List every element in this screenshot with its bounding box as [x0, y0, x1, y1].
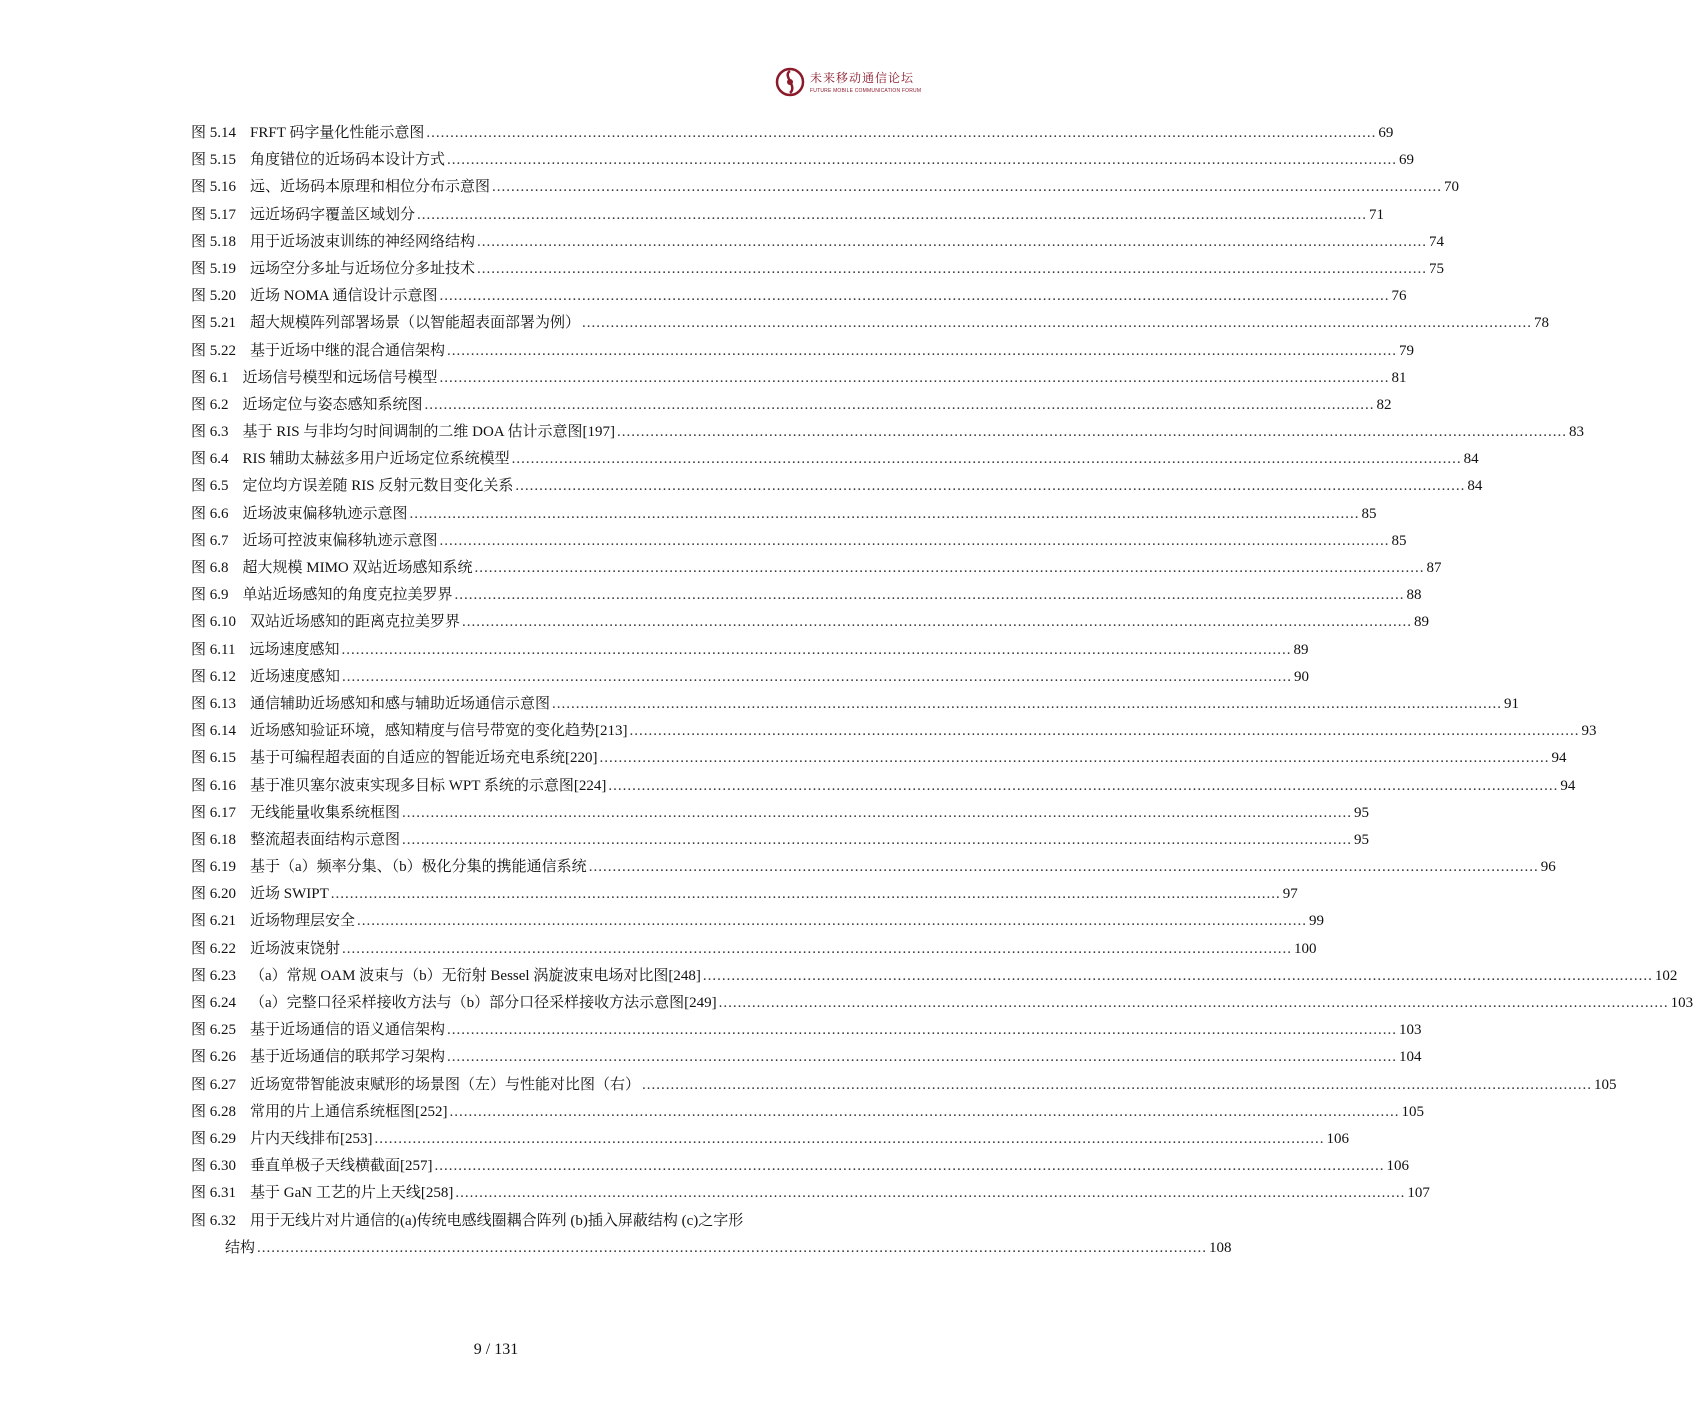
figure-number: 图 6.28 [191, 1103, 237, 1120]
page-ref: 95 [1354, 831, 1370, 848]
toc-entry[interactable] [191, 1208, 843, 1235]
figure-title-continued: 结构 [225, 1239, 256, 1256]
figure-number: 图 6.19 [191, 859, 237, 876]
figure-title: 角度错位的近场码本设计方式 [250, 152, 446, 169]
figure-number: 图 5.16 [191, 179, 237, 196]
dot-leader [582, 310, 1532, 337]
dot-leader [410, 501, 1360, 528]
dot-leader [455, 1180, 1405, 1207]
figure-number: 图 6.25 [191, 1022, 237, 1039]
logo-chinese-name: 未来移动通信论坛 [810, 71, 915, 85]
figure-number: 图 6.17 [191, 804, 237, 821]
toc-entry[interactable] [191, 473, 1483, 500]
dot-leader [257, 1235, 1207, 1262]
dot-leader [425, 392, 1375, 419]
toc-entry-continuation[interactable] [191, 1235, 1232, 1262]
dot-leader [477, 229, 1427, 256]
toc-entry[interactable] [191, 310, 1550, 337]
figure-title: 用于无线片对片通信的(a)传统电感线圈耦合阵列 (b)插入屏蔽结构 (c)之字形 [250, 1212, 744, 1229]
page-ref: 85 [1361, 505, 1377, 522]
figure-number: 图 6.5 [191, 478, 229, 495]
figure-number: 图 6.12 [191, 668, 237, 685]
figure-number: 图 6.29 [191, 1130, 237, 1147]
page-ref: 71 [1369, 206, 1385, 223]
dot-leader [447, 1017, 1397, 1044]
figure-title: 垂直单极子天线横截面[257] [250, 1158, 433, 1175]
figure-title: 片内天线排布[253] [250, 1130, 373, 1147]
dot-leader [450, 1099, 1400, 1126]
toc-entry[interactable] [191, 745, 1567, 772]
page-ref: 107 [1407, 1185, 1430, 1202]
figure-number: 图 6.18 [191, 831, 237, 848]
figure-title: 近场波束偏移轨迹示意图 [242, 505, 408, 522]
figure-title: 定位均方误差随 RIS 反射元数目变化关系 [242, 478, 514, 495]
dot-leader [477, 256, 1427, 283]
figure-number: 图 6.13 [191, 695, 237, 712]
figure-number: 图 6.31 [191, 1185, 237, 1202]
toc-entry[interactable] [191, 147, 1415, 174]
figure-title: （a）常规 OAM 波束与（b）无衍射 Bessel 涡旋波束电场对比图[248] [250, 967, 701, 984]
toc-entry[interactable] [191, 800, 1370, 827]
figure-title: 近场 NOMA 通信设计示意图 [250, 288, 438, 305]
dot-leader [447, 147, 1397, 174]
figure-number: 图 6.9 [191, 587, 229, 604]
table-of-figures [191, 120, 1693, 1262]
figure-title: 基于 GaN 工艺的片上天线[258] [250, 1185, 454, 1202]
page-ref: 89 [1293, 641, 1309, 658]
figure-number: 图 6.27 [191, 1076, 237, 1093]
toc-entry[interactable] [191, 691, 1520, 718]
figure-number: 图 6.4 [191, 451, 229, 468]
figure-number: 图 6.7 [191, 532, 229, 549]
figure-number: 图 6.30 [191, 1158, 237, 1175]
page-ref: 91 [1504, 695, 1520, 712]
figure-title: 基于 RIS 与非均匀时间调制的二维 DOA 估计示意图[197] [242, 424, 616, 441]
figure-title: 远场空分多址与近场位分多址技术 [250, 260, 476, 277]
page-ref: 90 [1294, 668, 1310, 685]
page-ref: 96 [1540, 859, 1556, 876]
figure-number: 图 6.8 [191, 560, 229, 576]
toc-entry[interactable] [191, 446, 1479, 473]
page-ref: 69 [1399, 152, 1415, 169]
page-ref: 84 [1467, 478, 1483, 495]
figure-number: 图 5.17 [191, 206, 237, 223]
dot-leader [342, 936, 1292, 963]
page-ref: 108 [1209, 1239, 1232, 1256]
figure-number: 图 6.16 [191, 777, 237, 794]
dot-leader [440, 528, 1390, 555]
figure-title: 单站近场感知的角度克拉美罗界 [242, 587, 453, 604]
dot-leader [440, 365, 1390, 392]
figure-title: 近场波束饶射 [250, 940, 341, 957]
figure-title: 通信辅助近场感知和感与辅助近场通信示意图 [250, 695, 551, 712]
page-ref: 84 [1463, 451, 1479, 468]
toc-entry[interactable] [191, 637, 1309, 664]
figure-title: 近场速度感知 [250, 668, 341, 685]
page-ref: 75 [1429, 260, 1445, 277]
toc-entry[interactable] [191, 609, 1430, 636]
dot-leader [492, 174, 1442, 201]
figure-title: 基于（a）频率分集、（b）极化分集的携能通信系统 [250, 859, 587, 876]
dot-leader [600, 745, 1550, 772]
dot-leader [512, 446, 1462, 473]
toc-entry[interactable] [191, 392, 1392, 419]
dot-leader [642, 1072, 1592, 1099]
toc-entry[interactable] [191, 990, 1693, 1017]
forum-logo-icon [774, 66, 806, 98]
page-ref: 78 [1534, 315, 1550, 332]
toc-entry[interactable] [191, 1099, 1425, 1126]
toc-entry[interactable] [191, 582, 1422, 609]
toc-entry[interactable] [191, 365, 1407, 392]
page-ref: 99 [1309, 913, 1325, 930]
page-ref: 79 [1399, 342, 1415, 359]
figure-title: 近场信号模型和远场信号模型 [242, 369, 438, 386]
dot-leader [719, 990, 1669, 1017]
figure-number: 图 6.22 [191, 940, 237, 957]
toc-entry[interactable] [191, 419, 1585, 446]
figure-title: 超大规模阵列部署场景（以智能超表面部署为例） [250, 315, 581, 332]
toc-entry[interactable] [191, 1126, 1350, 1153]
dot-leader [608, 773, 1558, 800]
figure-number: 图 6.3 [191, 424, 229, 441]
dot-leader [515, 473, 1465, 500]
toc-entry[interactable] [191, 963, 1678, 990]
toc-entry[interactable] [191, 773, 1576, 800]
toc-entry[interactable] [191, 202, 1385, 229]
dot-leader [447, 338, 1397, 365]
figure-title: 远近场码字覆盖区域划分 [250, 206, 416, 223]
page-ref: 69 [1378, 125, 1394, 141]
page-ref: 89 [1414, 614, 1430, 631]
page-ref: 106 [1326, 1130, 1350, 1147]
figure-title: 近场宽带智能波束赋形的场景图（左）与性能对比图（右） [250, 1076, 641, 1093]
figure-number: 图 6.14 [191, 723, 237, 740]
dot-leader [589, 854, 1539, 881]
figure-number: 图 6.11 [191, 641, 236, 658]
figure-title: 近场感知验证环境，感知精度与信号带宽的变化趋势[213] [250, 723, 628, 740]
figure-title: 近场 SWIPT [250, 886, 329, 903]
figure-title: 常用的片上通信系统框图[252] [250, 1103, 448, 1120]
figure-number: 图 5.14 [191, 125, 237, 141]
toc-entry[interactable] [191, 283, 1407, 310]
dot-leader [417, 202, 1367, 229]
toc-entry[interactable] [191, 936, 1317, 963]
page-ref: 100 [1294, 940, 1317, 957]
dot-leader [455, 582, 1405, 609]
toc-entry[interactable] [191, 501, 1377, 528]
toc-entry[interactable] [191, 827, 1370, 854]
figure-title: （a）完整口径采样接收方法与（b）部分口径采样接收方法示意图[249] [250, 995, 717, 1011]
page-ref: 88 [1406, 587, 1422, 604]
page-ref: 70 [1444, 179, 1460, 196]
figure-number: 图 6.6 [191, 505, 229, 522]
toc-entry[interactable] [191, 1044, 1422, 1071]
figure-number: 图 6.15 [191, 750, 237, 767]
page-ref: 106 [1386, 1158, 1410, 1175]
figure-title: 远、近场码本原理和相位分布示意图 [250, 179, 491, 196]
figure-number: 图 6.24 [191, 995, 237, 1011]
toc-entry[interactable] [191, 528, 1407, 555]
figure-number: 图 6.23 [191, 967, 237, 984]
figure-title: 整流超表面结构示意图 [250, 831, 401, 848]
figure-title: 超大规模 MIMO 双站近场感知系统 [242, 560, 473, 576]
page-ref: 74 [1429, 233, 1445, 250]
page-ref: 95 [1354, 804, 1370, 821]
figure-title: 基于近场中继的混合通信架构 [250, 342, 446, 359]
page-ref: 103 [1399, 1022, 1422, 1039]
figure-title: 近场定位与姿态感知系统图 [242, 396, 423, 413]
dot-leader [402, 800, 1352, 827]
figure-title: RIS 辅助太赫兹多用户近场定位系统模型 [242, 451, 510, 468]
figure-title: 近场可控波束偏移轨迹示意图 [242, 532, 438, 549]
page-ref: 94 [1551, 750, 1567, 767]
figure-title: 基于近场通信的语义通信架构 [250, 1022, 446, 1039]
dot-leader [630, 718, 1580, 745]
page-ref: 105 [1401, 1103, 1425, 1120]
figure-title: 用于近场波束训练的神经网络结构 [250, 233, 476, 250]
figure-number: 图 6.20 [191, 886, 237, 903]
toc-entry[interactable] [191, 1180, 1430, 1207]
toc-entry[interactable] [191, 718, 1597, 745]
dot-leader [440, 283, 1390, 310]
figure-title: FRFT 码字量化性能示意图 [250, 125, 425, 141]
figure-title: 基于近场通信的联邦学习架构 [250, 1049, 446, 1066]
toc-entry[interactable] [191, 908, 1325, 935]
figure-number: 图 6.1 [191, 369, 229, 386]
toc-entry[interactable] [191, 555, 1442, 582]
figure-title: 远场速度感知 [249, 641, 340, 658]
toc-entry[interactable] [191, 256, 1445, 283]
toc-entry[interactable] [191, 120, 1394, 147]
figure-number: 图 6.26 [191, 1049, 237, 1066]
toc-entry[interactable] [191, 1017, 1422, 1044]
page-ref: 105 [1594, 1076, 1617, 1093]
toc-entry[interactable] [191, 338, 1415, 365]
figure-number: 图 5.18 [191, 233, 237, 250]
dot-leader [552, 691, 1502, 718]
page-ref: 93 [1581, 723, 1597, 740]
figure-number: 图 6.32 [191, 1212, 237, 1229]
dot-leader [462, 609, 1412, 636]
dot-leader [342, 664, 1292, 691]
figure-title: 无线能量收集系统框图 [250, 804, 401, 821]
toc-entry[interactable] [191, 174, 1460, 201]
dot-leader [375, 1126, 1325, 1153]
page-ref: 82 [1376, 396, 1392, 413]
figure-number: 图 6.10 [191, 614, 237, 631]
figure-number: 图 5.19 [191, 260, 237, 277]
figure-title: 基于准贝塞尔波束实现多目标 WPT 系统的示意图[224] [250, 777, 607, 794]
dot-leader [426, 120, 1376, 147]
page-ref: 97 [1282, 886, 1298, 903]
figure-title: 近场物理层安全 [250, 913, 356, 930]
dot-leader [331, 881, 1281, 908]
dot-leader [341, 637, 1291, 664]
page-ref: 85 [1391, 532, 1407, 549]
toc-entry[interactable] [191, 229, 1445, 256]
toc-entry[interactable] [191, 1153, 1410, 1180]
toc-entry[interactable] [191, 1072, 1617, 1099]
page-ref: 76 [1391, 288, 1407, 305]
figure-number: 图 6.21 [191, 913, 237, 930]
toc-entry[interactable] [191, 664, 1310, 691]
page-ref: 102 [1654, 967, 1678, 984]
page-ref: 94 [1560, 777, 1576, 794]
page-ref: 104 [1399, 1049, 1422, 1066]
page-ref: 87 [1426, 560, 1442, 576]
page-number: 9 / 131 [473, 1341, 519, 1358]
logo-english-name: FUTURE MOBILE COMMUNICATION FORUM [810, 88, 922, 94]
toc-entry[interactable] [191, 854, 1556, 881]
dot-leader [617, 419, 1567, 446]
figure-number: 图 5.20 [191, 288, 237, 305]
dot-leader [435, 1153, 1385, 1180]
toc-entry[interactable] [191, 881, 1298, 908]
figure-title: 双站近场感知的距离克拉美罗界 [250, 614, 461, 631]
page-ref: 103 [1670, 995, 1693, 1011]
figure-number: 图 5.21 [191, 315, 237, 332]
page-ref: 81 [1391, 369, 1407, 386]
figure-title: 基于可编程超表面的自适应的智能近场充电系统[220] [250, 750, 598, 767]
figure-number: 图 5.15 [191, 152, 237, 169]
dot-leader [703, 963, 1653, 990]
figure-number: 图 5.22 [191, 342, 237, 359]
dot-leader [402, 827, 1352, 854]
page-ref: 83 [1569, 424, 1585, 441]
dot-leader [475, 555, 1425, 582]
forum-logo [774, 64, 944, 104]
dot-leader [357, 908, 1307, 935]
dot-leader [447, 1044, 1397, 1071]
figure-number: 图 6.2 [191, 396, 229, 413]
